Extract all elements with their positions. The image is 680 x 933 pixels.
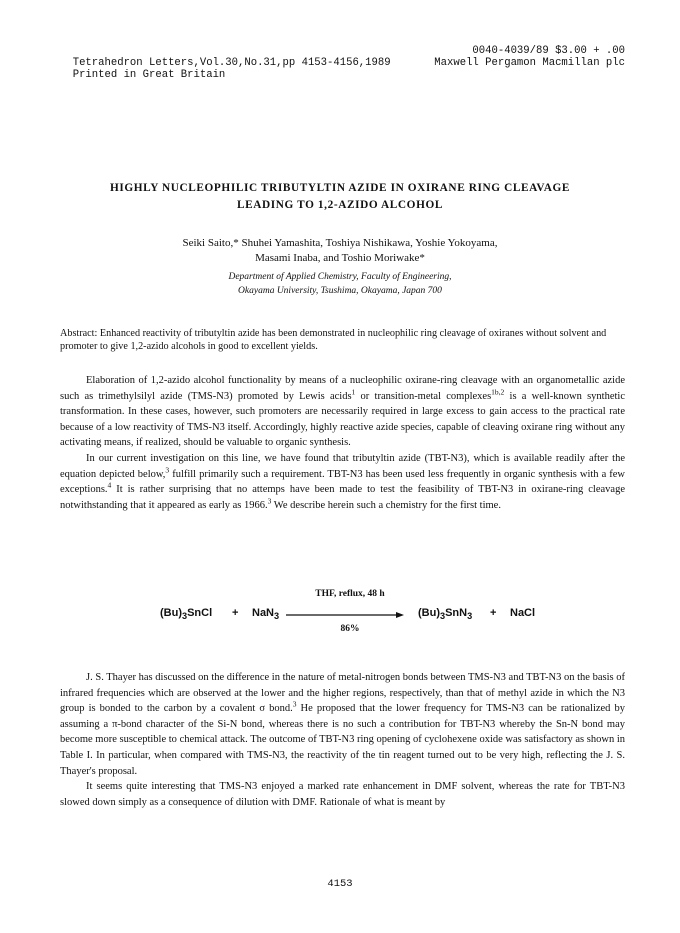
title-line-2: LEADING TO 1,2-AZIDO ALCOHOL — [237, 199, 443, 211]
reactant-tributyltin-chloride: $(Bu)_3SnCl$ — [160, 607, 213, 622]
publisher: Maxwell Pergamon Macmillan plc — [434, 57, 625, 69]
reaction-conditions: THF, reflux, 48 h — [315, 589, 385, 599]
paragraph-1: Elaboration of 1,2-azido alcohol functionality by means of a nucleophilic oxirane-ring cleavage with an organometallic azide such as trimethylsilyl azide (TMS-N3) promoted by Lewis acids$^1$ or transition-metal complexes$^{1b,2}$ is a well-known synthetic transformation. In these cases, however, such promoters are necessarily required in large excess to gain access to the practical rate because of a low reactivity of TMS-N3 itself. Accordingly, highly reactive azide species, capable of cleaving oxirane ring without any activating means, if realized, should be valuable to organic synthesis. — [60, 375, 625, 449]
reactant-sodium-azide: NaN$_3$ — [252, 607, 280, 622]
paragraph-3: J. S. Thayer has discussed on the difference in the nature of metal-nitrogen bonds between TMS-N3 and TBT-N3 on the basis of infrared frequencies which are observed at the lower and the higher regions, respectively, than that of methyl azide in which the N3 group is bonded to the carbon by a covalent σ bond.$^3$ He proposed that the lower frequency for TMS-N3 can be rationalized by assuming a π-bond character of the Si-N bond, whereas there is no such a contribution for TBT-N3 whereby the Sn-N bond may become more susceptible to chemical attack. The outcome of TBT-N3 ring opening of cyclohexene oxide was satisfactory as shown in Table I. In particular, when compared with TMS-N3, the reactivity of the tin reagent turned out to be very high, reflecting the J. S. Thayer's proposal. — [60, 672, 626, 777]
paragraph-4: It seems quite interesting that TMS-N3 enjoyed a marked rate enhancement in DMF solvent, whereas the rate for TBT-N3 slowed down simply as a consequence of dilution with DMF. Rationale of what is meant by — [60, 781, 625, 808]
printed-in: Printed in Great Britain — [72, 68, 226, 81]
abstract: Abstract: Enhanced reactivity of tributyltin azide has been demonstrated in nucleophilic ring cleavage of oxiranes without solvent and promoter to give 1,2-azido alcohols in good to excellent yields. — [60, 328, 607, 352]
paragraph-2: In our current investigation on this line, we have found that tributyltin azide (TBT-N3), which is available readily after the equation depicted below,$^3$ fulfill primarily such a requirement. TBT-N3 has been used less frequently in organic synthesis with a few exceptions.$^4$ It is rather surprising that no attemps have been made to test the feasibility of TBT-N3 in oxirane-ring cleavage notwithstanding that it appeared as early as 1966.$^3$ We describe herein such a chemistry for the first time. — [60, 452, 626, 511]
reaction-yield: 86% — [340, 624, 360, 634]
reaction-equation — [0, 585, 680, 645]
authors-line-1: Seiki Saito,* Shuhei Yamashita, Toshiya Nishikawa, Yoshie Yokoyama, — [182, 237, 498, 249]
product-sodium-chloride: NaCl — [510, 607, 536, 619]
issn-price: 0040-4039/89 $3.00 + .00 — [472, 45, 625, 57]
author-list — [40, 236, 640, 266]
title-line-1: HIGHLY NUCLEOPHILIC TRIBUTYLTIN AZIDE IN OXIRANE RING CLEAVAGE — [109, 182, 570, 194]
plus-sign: + — [232, 607, 239, 619]
affiliation — [40, 270, 640, 298]
page-number: 4153 — [327, 878, 353, 890]
body-text-lower — [60, 670, 625, 810]
reaction-arrow — [286, 611, 404, 619]
affiliation-line-1: Department of Applied Chemistry, Faculty of Engineering, — [228, 272, 452, 282]
paper-title — [40, 180, 640, 214]
plus-sign: + — [490, 607, 497, 619]
journal-citation: Tetrahedron Letters,Vol.30,No.31,pp 4153-4156,1989 — [72, 56, 391, 69]
body-text-upper — [60, 373, 625, 513]
affiliation-line-2: Okayama University, Tsushima, Okayama, Japan 700 — [238, 286, 442, 296]
running-header-line2 — [60, 58, 625, 93]
product-tributyltin-azide: $(Bu)_3SnN_3$ — [418, 607, 473, 622]
authors-line-2: Masami Inaba, and Toshio Moriwake* — [255, 252, 425, 264]
